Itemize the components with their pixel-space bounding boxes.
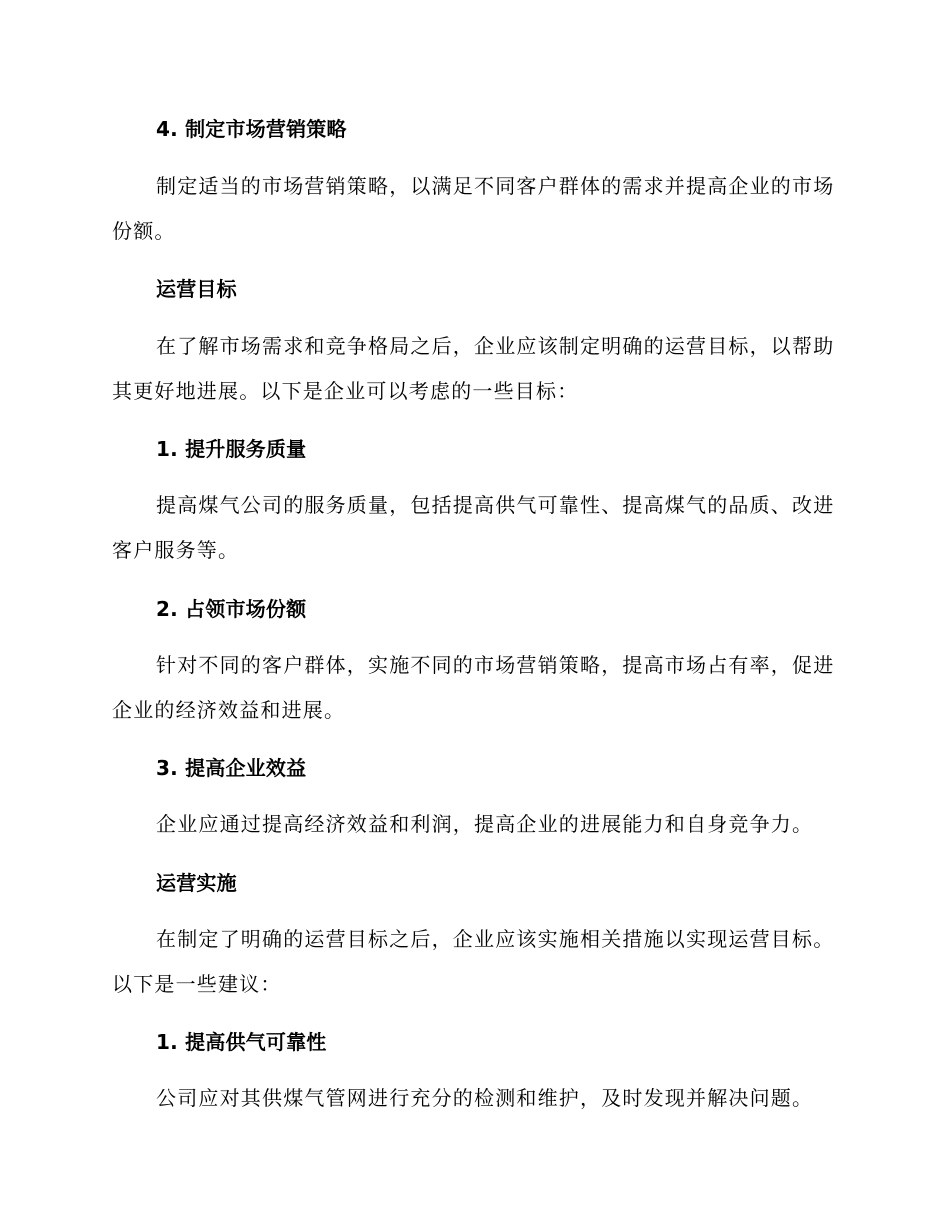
section-heading-operation-goals: 运营目标 xyxy=(156,277,237,301)
subheading-market-share: 2. 占领市场份额 xyxy=(156,597,307,621)
section-heading-marketing-strategy: 4. 制定市场营销策略 xyxy=(156,117,347,141)
subheading-enterprise-benefit: 3. 提高企业效益 xyxy=(156,756,307,780)
paragraph-service-quality: 提高煤气公司的服务质量，包括提高供气可靠性、提高煤气的品质、改进客户服务等。 xyxy=(112,493,835,562)
subheading-service-quality: 1. 提升服务质量 xyxy=(156,437,307,461)
paragraph-operation-implementation: 在制定了明确的运营目标之后，企业应该实施相关措施以实现运营目标。以下是一些建议： xyxy=(112,927,835,996)
section-heading-operation-implementation: 运营实施 xyxy=(156,871,237,895)
paragraph-market-share: 针对不同的客户群体，实施不同的市场营销策略，提高市场占有率，促进企业的经济效益和进展。 xyxy=(112,653,835,722)
paragraph-enterprise-benefit: 企业应通过提高经济效益和利润，提高企业的进展能力和自身竞争力。 xyxy=(156,812,814,836)
paragraph-gas-reliability: 公司应对其供煤气管网进行充分的检测和维护，及时发现并解决问题。 xyxy=(156,1086,814,1110)
paragraph-operation-goals: 在了解市场需求和竞争格局之后，企业应该制定明确的运营目标，以帮助其更好地进展。以下是企业可以考虑的一些目标： xyxy=(112,334,835,403)
paragraph-marketing-strategy: 制定适当的市场营销策略，以满足不同客户群体的需求并提高企业的市场份额。 xyxy=(112,174,835,243)
subheading-gas-reliability: 1. 提高供气可靠性 xyxy=(156,1030,327,1054)
